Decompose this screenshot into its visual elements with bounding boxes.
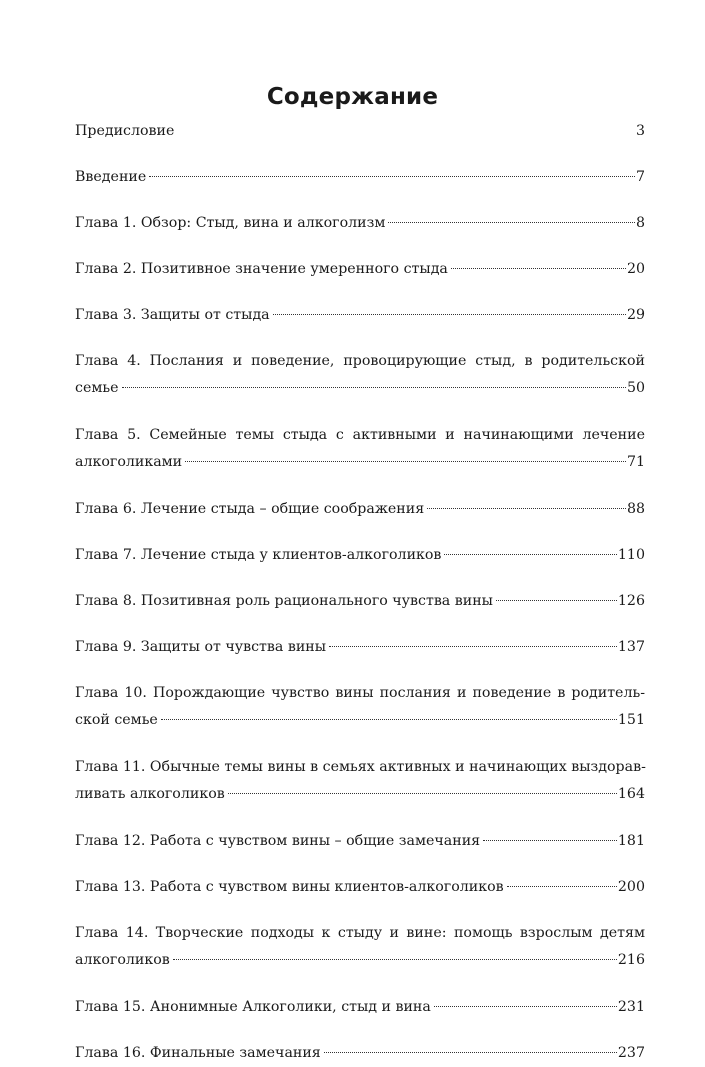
toc-entry-title: Глава 13. Работа с чувством вины клиентов-алкоголиков xyxy=(75,879,504,895)
toc-entry-page-number: 126 xyxy=(617,593,645,609)
toc-entry-title-line: Глава 11. Обычные темы вины в семьях активных и начинающих выздорав- xyxy=(75,759,646,775)
toc-entry-page-number: 151 xyxy=(617,712,645,728)
toc-entry-page-number: 3 xyxy=(635,123,645,139)
dot-leader xyxy=(496,600,617,601)
toc-entry[interactable] xyxy=(75,210,645,237)
toc-entry-page-number: 216 xyxy=(617,952,645,968)
page-title: Содержание xyxy=(266,84,439,110)
toc-entry[interactable] xyxy=(75,920,645,974)
toc-entry-title: алкоголиками xyxy=(75,454,183,470)
toc-entry-page-number: 164 xyxy=(617,786,645,802)
dot-leader xyxy=(122,387,626,388)
toc-entry-line xyxy=(75,164,645,191)
dot-leader xyxy=(434,1006,617,1007)
toc-entry-title: Глава 15. Анонимные Алкоголики, стыд и вина xyxy=(75,999,431,1015)
dot-leader xyxy=(149,176,635,177)
toc-entry[interactable] xyxy=(75,754,645,808)
toc-entry[interactable] xyxy=(75,164,645,191)
dot-leader xyxy=(161,719,617,720)
toc-entry[interactable] xyxy=(75,588,645,615)
toc-entry-title: Глава 1. Обзор: Стыд, вина и алкоголизм xyxy=(75,215,386,231)
dot-leader xyxy=(329,646,617,647)
toc-entry-page-number: 200 xyxy=(617,879,645,895)
toc-entry[interactable] xyxy=(75,302,645,329)
toc-entry-line xyxy=(75,210,645,237)
toc-entry-line xyxy=(75,496,645,523)
toc-entry-line xyxy=(75,375,645,402)
toc-entry-line xyxy=(75,874,645,901)
dot-leader xyxy=(173,959,617,960)
toc-entry-title-line: Глава 4. Послания и поведение, провоцирующие стыд, в родительской xyxy=(75,353,645,369)
toc-entry-line xyxy=(75,1040,645,1067)
toc-entry-title: Предисловие xyxy=(75,123,175,139)
toc-entry-page-number: 231 xyxy=(617,999,645,1015)
toc-entry-title: семье xyxy=(75,380,119,396)
toc-entry-page-number: 237 xyxy=(617,1045,645,1061)
toc-entry-title: ливать алкоголиков xyxy=(75,786,225,802)
toc-entry[interactable] xyxy=(75,348,645,402)
dot-leader xyxy=(185,461,626,462)
toc-entry-title: Глава 16. Финальные замечания xyxy=(75,1045,321,1061)
toc-entry-line xyxy=(75,707,645,734)
dot-leader xyxy=(483,840,617,841)
toc-entry[interactable] xyxy=(75,1040,645,1067)
dot-leader xyxy=(427,508,626,509)
toc-entry-line xyxy=(75,947,645,974)
toc-entry[interactable] xyxy=(75,634,645,661)
dot-leader xyxy=(444,554,616,555)
toc-entry-line xyxy=(75,256,645,283)
toc-entry-page-number: 110 xyxy=(617,547,645,563)
toc-entry-title: Глава 2. Позитивное значение умеренного стыда xyxy=(75,261,448,277)
toc-entry-page-number: 29 xyxy=(626,307,645,323)
toc-entry-page-number: 181 xyxy=(617,833,645,849)
dot-leader xyxy=(273,314,626,315)
dot-leader xyxy=(451,268,626,269)
toc-entry-title: Глава 6. Лечение стыда – общие соображения xyxy=(75,501,425,517)
toc-entry-page-number: 20 xyxy=(626,261,645,277)
toc-entry-page-number: 71 xyxy=(626,454,645,470)
toc-entry[interactable] xyxy=(75,994,645,1021)
toc-entry-page-number: 8 xyxy=(635,215,645,231)
toc-entry-line xyxy=(75,542,645,569)
toc-entry-page-number: 7 xyxy=(635,169,645,185)
dot-leader xyxy=(228,793,617,794)
toc-entry[interactable] xyxy=(75,496,645,523)
table-of-contents xyxy=(75,118,645,1067)
toc-entry-title-line: Глава 10. Порождающие чувство вины послания и поведение в родитель- xyxy=(75,685,645,701)
toc-entry-page-number: 88 xyxy=(626,501,645,517)
toc-entry-line xyxy=(75,302,645,329)
toc-entry-title: алкоголиков xyxy=(75,952,170,968)
toc-entry[interactable] xyxy=(75,542,645,569)
toc-entry-line xyxy=(75,118,645,145)
toc-entry[interactable] xyxy=(75,118,645,145)
dot-leader xyxy=(324,1052,617,1053)
toc-entry[interactable] xyxy=(75,828,645,855)
toc-entry-line xyxy=(75,828,645,855)
toc-entry-title: Глава 12. Работа с чувством вины – общие замечания xyxy=(75,833,481,849)
toc-entry-title: Введение xyxy=(75,169,147,185)
toc-entry-page-number: 137 xyxy=(617,639,645,655)
toc-entry-title: ской семье xyxy=(75,712,158,728)
toc-entry-title-line: Глава 14. Творческие подходы к стыду и вине: помощь взрослым детям xyxy=(75,925,645,941)
toc-entry-title: Глава 9. Защиты от чувства вины xyxy=(75,639,327,655)
toc-entry-page-number: 50 xyxy=(626,380,645,396)
toc-entry-line xyxy=(75,449,645,476)
toc-entry[interactable] xyxy=(75,256,645,283)
dot-leader xyxy=(388,222,635,223)
toc-entry-title: Глава 8. Позитивная роль рационального чувства вины xyxy=(75,593,493,609)
toc-entry[interactable] xyxy=(75,874,645,901)
toc-entry-line xyxy=(75,994,645,1021)
dot-leader xyxy=(507,886,617,887)
toc-entry-title-line: Глава 5. Семейные темы стыда с активными и начинающими лечение xyxy=(75,427,645,443)
toc-entry[interactable] xyxy=(75,680,645,734)
toc-entry-title: Глава 7. Лечение стыда у клиентов-алкоголиков xyxy=(75,547,442,563)
toc-entry[interactable] xyxy=(75,422,645,476)
toc-entry-title: Глава 3. Защиты от стыда xyxy=(75,307,270,323)
toc-entry-line xyxy=(75,634,645,661)
toc-entry-line xyxy=(75,781,645,808)
toc-entry-line xyxy=(75,588,645,615)
